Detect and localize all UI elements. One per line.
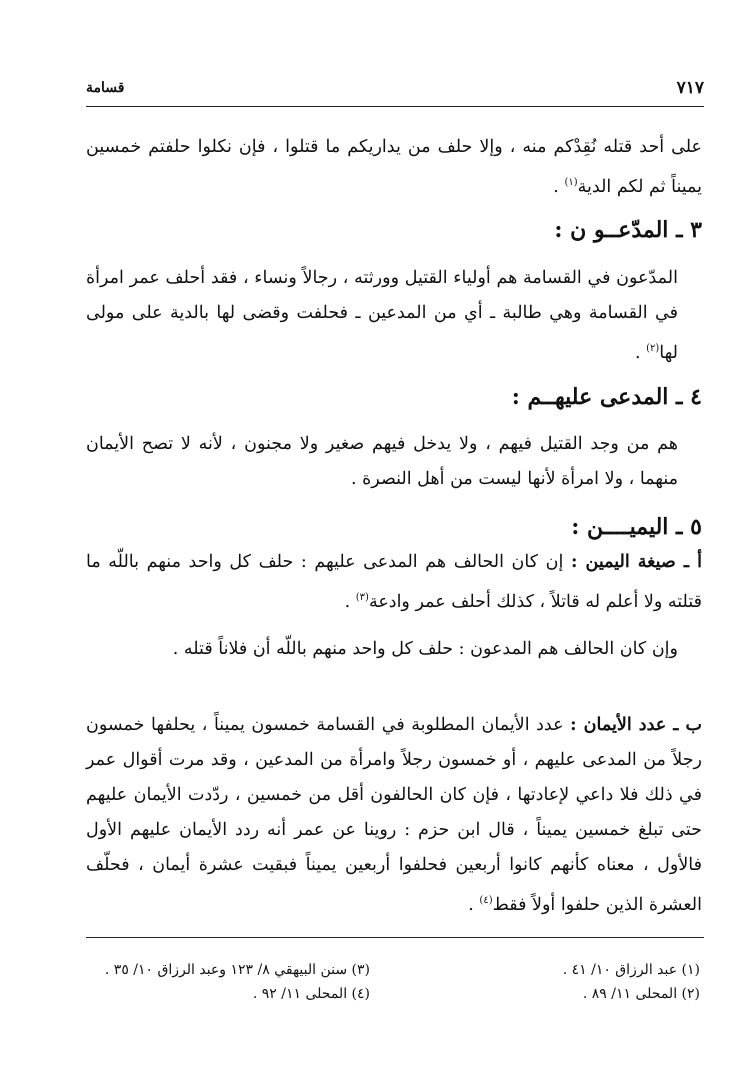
section-4-body bbox=[86, 427, 702, 497]
item-b-end: . bbox=[468, 894, 480, 915]
section-4 bbox=[86, 380, 702, 414]
footnote-rule bbox=[86, 937, 704, 938]
intro-end: . bbox=[553, 176, 565, 197]
footnote-ref-4: (٤) bbox=[479, 895, 493, 906]
footnotes-right-column bbox=[400, 958, 700, 1006]
item-a-label: أ ـ صيغة اليمين : bbox=[570, 552, 702, 572]
section-3-body bbox=[86, 261, 702, 371]
section-3-text: المدّعون في القسامة هم أولياء القتيل وورثته ، رجالاً ونساء ، فقد أحلف عمر امرأة في القسامة وهي طالبة ـ أي من المدعين ـ فحلفت وقضى لها بالدية على مولى لها bbox=[86, 268, 678, 363]
section-3 bbox=[86, 213, 702, 247]
item-a-end: . bbox=[344, 591, 356, 612]
page-number: ٧١٧ bbox=[676, 78, 704, 98]
item-a-text: إن كان الحالف هم المدعى عليهم : حلف كل واحد منهم باللّه ما قتلته ولا أعلم له قاتلاً ، كذلك أحلف عمر وادعة bbox=[86, 552, 702, 612]
footnotes bbox=[86, 958, 700, 1022]
section-5 bbox=[86, 510, 702, 544]
item-a bbox=[86, 545, 702, 620]
section-4-heading: ٤ ـ المدعى عليهــم : bbox=[511, 384, 702, 410]
intro-paragraph bbox=[86, 130, 702, 205]
section-4-text: هم من وجد القتيل فيهم ، ولا يدخل فيهم صغير ولا مجنون ، لأنه لا تصح الأيمان منهما ، ولا امرأة لأنها ليست من أهل النصرة . bbox=[86, 434, 678, 489]
section-5-heading: ٥ ـ اليميــــن : bbox=[571, 514, 702, 540]
item-b bbox=[86, 708, 702, 923]
footnote-2: (٢) المحلى ١١/ ٨٩ . bbox=[582, 986, 700, 1002]
footnote-3: (٣) سنن البيهقي ٨/ ١٢٣ وعبد الرزاق ١٠/ ٣٥ . bbox=[104, 962, 370, 978]
section-3-heading: ٣ ـ المدّعــو ن : bbox=[554, 217, 702, 243]
footnote-ref-2: (٢) bbox=[646, 343, 660, 354]
item-b-text: عدد الأيمان المطلوبة في القسامة خمسون يميناً ، يحلفها خمسون رجلاً من المدعى عليهم ، أو خمسون رجلاً وامرأة من المدعين ، وقد مرت أقوال عمر في ذلك فلا داعي لإعادتها ، فإن كان الحالفون أقل من خمسين ، ردّدت الأيمان عليهم حتى تبلغ خمسين يميناً ، قال ابن حزم : روينا عن عمر أنه ردد الأيمان عليهم الأول فالأول ، معناه كأنهم كانوا أربعين فحلفوا أربعين يميناً فبقيت عشرة أيمان ، فحلّف العشرة الذين حلفوا أولاً فقط bbox=[86, 715, 702, 915]
intro-text: على أحد قتله نُقِدْكم منه ، وإلا حلف من يداريكم ما قتلوا ، فإن نكلوا حلفتم خمسين يميناً ثم لكم الدية bbox=[86, 137, 702, 197]
item-b-label: ب ـ عدد الأيمان : bbox=[570, 715, 702, 735]
header-rule bbox=[86, 106, 704, 107]
item-a-continuation bbox=[86, 627, 702, 671]
footnote-4: (٤) المحلى ١١/ ٩٢ . bbox=[252, 986, 370, 1002]
footnotes-left-column bbox=[70, 958, 370, 1006]
footnote-ref-1: (١) bbox=[564, 177, 578, 188]
section-3-end: . bbox=[634, 342, 647, 363]
footnote-1: (١) عبد الرزاق ١٠/ ٤١ . bbox=[562, 962, 700, 978]
running-header bbox=[86, 78, 704, 102]
item-a-cont-text: وإن كان الحالف هم المدعون : حلف كل واحد منهم باللّه أن فلاناً قتله . bbox=[172, 639, 678, 659]
running-title: قسامة bbox=[86, 80, 125, 96]
footnote-ref-3: (٣) bbox=[355, 592, 369, 603]
